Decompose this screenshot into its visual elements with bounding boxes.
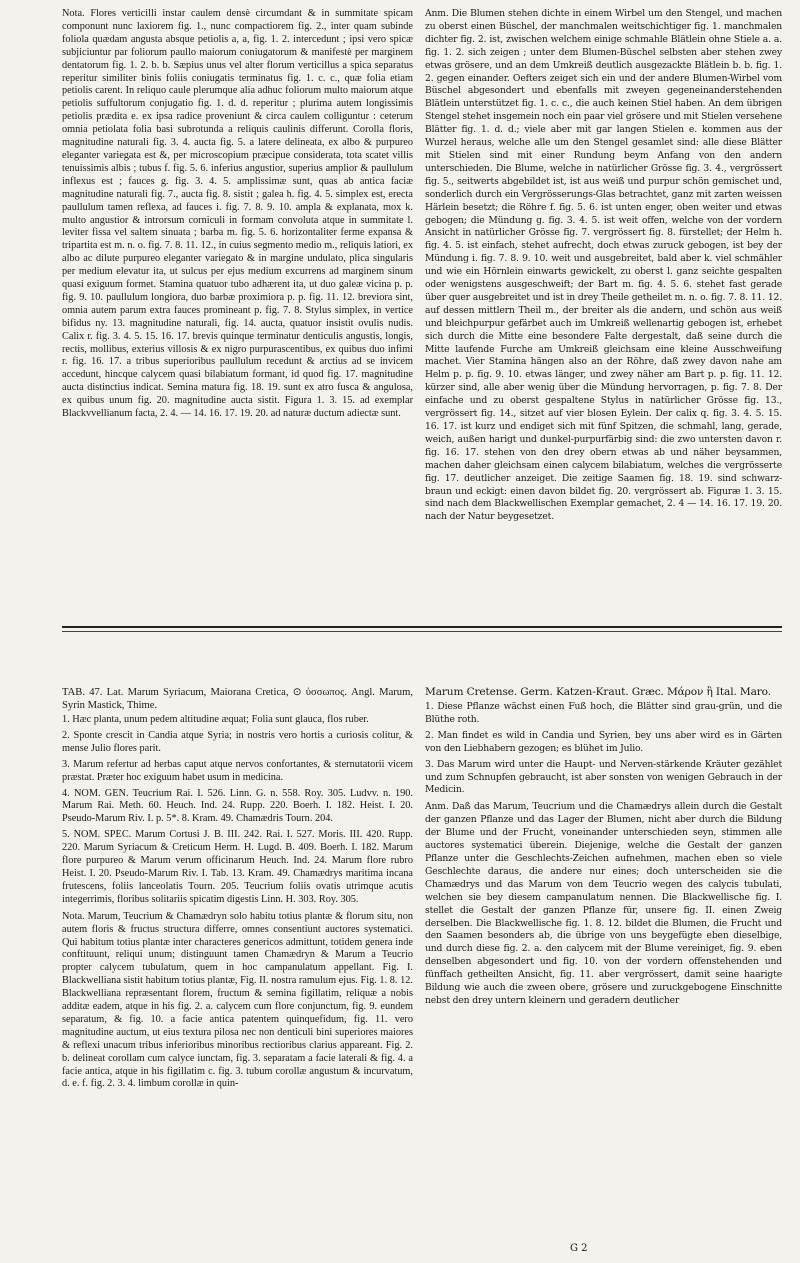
- german-item-3: 3. Das Marum wird unter die Haupt- und Nerven-stärkende Kräuter gezählet und zum Schnupfen gebraucht, ist aber sonsten von wenigen Gebrauch in der Medicin.: [425, 758, 782, 796]
- german-entry-column: [425, 686, 782, 1010]
- section-divider: [62, 626, 782, 628]
- latin-item-4: 4. NOM. GEN. Teucrium Rai. I. 526. Linn. G. n. 558. Roy. 305. Ludvv. n. 190. Marum Rai. Meth. 60. Heuch. Ind. 24. Rupp. 220. Boerh. I. 182. Heist. I. 20. Pseudo-Marum Riv. I. p. 5*. 8. Kram. 49. Chamædris Tourn. 204.: [62, 787, 413, 825]
- german-entry-note: Anm. Daß das Marum, Teucrium und die Chamædrys allein durch die Gestalt der ganzen Pflanze und das Lager der Blumen, nicht aber durch die Bildung der Blume und der Frucht, voneinander unterschieden seyn, stimmen alle auctores systematici überein. Diejenige, welche die Gestalt der ganzen Pflanze unter die Geschlechts-Zeichen aufnehmen, machen eben so viele Geschlechte daraus, die andere nur eines; doch unterscheiden sie die Chamædrys und das Marum von dem Teucrio wegen des calycis tubulati, welchen sie bey diesem campanulatum nennen. Die Blackwellische fig. I. stellet die Gestalt der ganzen Pflanze für, unsere fig. II. einen Zweig derselben. Die Blackwellische fig. 1. 8. 12. bildet die Blumen, die Frucht und den Saamen besonders ab, die übrige von uns beygefügte eben dieselbige, und durch diese fig. 2. a. den calycem mit der Blume vereiniget, fig. 9. eben denselben abgesondert und fig. 10. von der vordern offenstehenden und fünffach getheilten Ansicht, fig. 11. aber vergrössert, damit seine haarigte Bildung wie auch die zween obere, grösere und zuruckgebogene Einschnitte nebst den drey untern kleinern und geradern deutlicher: [425, 801, 782, 1006]
- german-item-1: 1. Diese Pflanze wächst einen Fuß hoch, die Blätter sind grau-grün, und die Blüthe roth.: [425, 701, 782, 725]
- section-divider-thin: [62, 631, 782, 632]
- latin-item-3: 3. Marum refertur ad herbas caput atque nervos confortantes, & sternutatorii vicem præstat. Præter hoc exiguum habet usum in medicina.: [62, 758, 413, 783]
- latin-note-column: [62, 8, 413, 423]
- signature-mark: G 2: [570, 1243, 588, 1254]
- latin-note-text: Nota. Flores verticilli instar caulem densè circumdant & in summitate spicam componunt nunc laxiorem fig. 1., nunc compactiorem fig. 2., inter quam subinde foliola quædam angusta absque petiolis a, a, fig. 1. 2. intercedunt ; ipsi vero spicæ subjiciuntur par foliorum paullo maiorum coniugatorum & manifestè per marginem dentatorum fig. 1. 2. b. b. Sæpius unus vel alter florum verticillus a spica separatus reperitur similiter binis foliis coniugatis terminatus fig. 1. c. c., quæ folia etiam petiolis carent. In reliquo caule plerumque alia adhuc foliorum multo maiorum atque petiolis suffultorum conjugatio fig. 1. d. d. reperitur ; plurima autem longissimis petiolis prædita e. ex ipsa radice proveniunt & circa caulem colliguntur : ceterum omnia petiolata folia basi subrotunda a reliquis caulinis differunt. Corolla floris, magnitudine naturali fig. 3. 4. aucta fig. 5. a latere delineata, ex albo & purpureo eleganter variegata est &, per microscopium præcipue considerata, tota scatet villis tenuissimis albis ; tubus f. fig. 5. 6. inferius angustior, superius amplior & paullulum inflexus est ; fauces g. fig. 3. 4. 5. amplissimæ sunt, quas ab antica faciæ magnitudine naturali fig. 7., aucta fig. 8. sistit ; galea h. fig. 4. 5. simplex est, erecta paullulum tamen reflexa, ad fauces i. fig. 7. 8. 9. 10. ampla & explanata, mox k. multo angustior & introrsum corniculi in formam convoluta atque in summitate l. leviter fissa vel saltem sinuata ; barba m. fig. 5. 6. horizontaliter ferme expansa & tripartita est m. n. o. fig. 7. 8. 11. 12., in cuius segmento medio m., reliquis latiori, ex albo ac dilute purpureo eleganter variegato & in margine undulato, plica singularis per medium elevatur ita, ut sulcus per ejus medium excurrens ad marginem sinum quasi exiguum formet. Stamina quatuor tubo adhærent ita, ut duo galeæ vicina p. p. fig. 9. 10. paullulum longiora, duo barbæ proximiora p. p. fig. 11. 12. breviora sint, omnia autem parum extra fauces promineant p. fig. 7. 8. Stylus simplex, in vertice bifidus ny. 13. magnitudine naturali, fig. 14. aucta, quatuor insistit ovulis nudis. Calix r. fig. 3. 4. 5. 15. 16. 17. brevis quinque terminatur denticulis angustis, longis, rectis, mollibus, exterius villosis & ex nigro purpurascentibus, ex quibus duo infimi r. fig. 16. 17. a tribus superioribus paullulum recedunt & arctius ad se invicem accedunt, hincque calycem quasi bilabiatum formant, id quod fig. 17. magnitudine aucta distinctius indicat. Semina matura fig. 18. 19. sunt ex atro fusca & angulosa, ex quibus unum fig. 20. magnitudine aucta sistit. Figura 1. 3. 15. ad exemplar Blackvvellianum facta, 2. 4. — 14. 16. 17. 19. 20. ad naturæ ductum adiectæ sunt.: [62, 8, 413, 420]
- latin-entry-column: [62, 686, 413, 1093]
- german-note-column: [425, 8, 782, 526]
- latin-item-1: 1. Hæc planta, unum pedem altitudine æquat; Folia sunt glauca, flos ruber.: [62, 714, 369, 725]
- german-item-2: 2. Man findet es wild in Candia und Syrien, bey uns aber wird es in Gärten von den Liebhabern gezogen; es blühet im Julio.: [425, 729, 782, 754]
- latin-item-2: 2. Sponte crescit in Candia atque Syria; in nostris vero hortis a curiosis colitur, & mense Julio flores parit.: [62, 729, 413, 754]
- german-note-text: Anm. Die Blumen stehen dichte in einem Wirbel um den Stengel, und machen zu oberst einen Büschel, der manchmalen weitschichtiger fig. 1. manchmalen dichter fig. 2. ist, zwischen welchem einige schmahle Blätlein ohne Stiele a. a. fig. 1. 2. sich zeigen ; unter dem Blumen-Büschel selbsten aber stehen zwey etwas grösere, und an dem Umkreiß deutlich ausgezackte Blätlein b. b. fig. 1. 2. gegen einander. Oefters zeiget sich ein und der andere Blumen-Wirbel vom Büschel abgesondert und ebenfalls mit zweyen gegeneinanderstehenden Blätlein unterstützet fig. 1. c. c., die auch keinen Stiel haben. An dem übrigen Stengel stehet insgemein noch ein paar viel grösere und mit Stielen versehene Blätter fig. 1. d. d.; viele aber mit gar langen Stielen e. kommen aus der Wurzel heraus, welche alle um den Stengel gesamlet sind: alle diese Blätter mit Stielen sind mit einer Rundung beym Anfang von den andern unterschieden. Die Blume, welche in natürlicher Grösse fig. 3. 4., vergrössert fig. 5., seitwerts abgebildet ist, ist aus weiß und purpur schön gemischet und, sonderlich durch ein Vergrösserungs-Glas betrachtet, ganz mit zarten weissen Härlein besetzt; die Röhre f. fig. 5. 6. ist unten enger, oben weiter und etwas gebogen; die Mündung g. fig. 3. 4. 5. ist weit offen, welche von der vordern Ansicht in natürlicher Grösse fig. 7. vergrössert fig. 8. fürstellet; der Helm h. fig. 4. 5. ist einfach, stehet aufrecht, doch etwas zuruck gebogen, ist bey der Mündung i. fig. 7. 8. 9. 10. weit und ausgebreitet, bald aber k. viel schmähler und wie ein Hörnlein einwarts gewickelt, zu oberst l. ganz seichte gespalten oder wenigstens ausgeschweift; der Bart m. fig. 4. 5. 6. stehet fast gerade über quer ausgebreitet und ist in drey Theile getheilet m. n. o. fig. 7. 8. 11. 12. auf dessen mittlern Theil m., der breiter als die andern, und schön aus weiß und bleichpurpur gefärbet auch im Umkreiß wellenartig gebogen ist, erhebet sich durch die Mitte eine besondere Falte dergestalt, daß seine durch die Mitte laufende Furche am Umkreiß gleichsam eine kleine Ausschweifung machet. Vier Stamina hängen also an der Röhre, daß zwey davon nahe am Helm p. p. fig. 9. 10. etwas länger, und zwey näher am Bart p. p. fig. 11. 12. kürzer sind, alle aber wenig über die Mündung hervorragen, p. fig. 7. 8. Der einfache und zu oberst gespaltene Stylus in natürlicher Grösse fig. 13., vergrössert fig. 14., sitzet auf vier blosen Eylein. Der calix q. fig. 3. 4. 5. 15. 16. 17. ist kurz und endiget sich mit fünf Spitzen, die schmahl, lang, gerade, weich, außen harigt und dunkel-purpurfärbig sind: die zwo untersten davon r. fig. 16. 17. stehen von den drey obern etwas ab und näher beysammen, machen daher gleichsam einen calycem bilabiatum, welches die vergrösserte fig. 17. deutlicher anzeiget. Die zeitige Saamen fig. 18. 19. sind schwarz-braun und eckigt: einen davon bildet fig. 20. vergrössert ab. Figuræ 1. 3. 15. sind nach dem Blackwellischen Exemplar gemachet, 2. 4 — 14. 16. 17. 19. 20. nach der Natur beygesetzet.: [425, 8, 782, 523]
- latin-entry-note: Nota. Marum, Teucrium & Chamædryn solo habitu totius plantæ & florum situ, non autem floris & fructus structura differre, omnes consentiunt auctores systematici. Qui habitum totius plantæ inter characteres genericos admittunt, totidem genera inde conftituunt, reliqui unum; distinguunt tamen Chamædryn & Marum a Teucrio propter calycem tubulatum, quem in hoc campanulatum appellant. Fig. I. Blackwelliana sistit habitum totius plantæ, Fig. II. nostra ramulum ejus. Fig. 1. 8. 12. Blackwelliana repræsentant florem, fructum & semina figillatim, reliquæ a nobis additæ eadem, atque in his fig. 2. a. calycem cum flore conjunctum, fig. 9. eundem separatum, & fig. 10. a facie antica patentem quinquefidum, fig. 11. vero magnitudine auctum, ut eius textura pilosa nec non denticuli bini superiores maiores & reflexi unacum tribus inferioribus minoribus rectioribus clarius appareant. Fig. 2. b. delineat corollam cum calyce iunctam, fig. 3. separatam a facie laterali & fig. 4. a facie antica, atque in his figillatim c. fig. 3. tubum corollæ angustum & incurvatum, d. e. f. fig. 2. 3. 4. limbum corollæ in quin-: [62, 910, 413, 1090]
- latin-entry-heading: TAB. 47. Lat. Marum Syriacum, Maiorana Cretica, ⊙ ὑσσωπος. Angl. Marum, Syrin Mastick, Thime.: [62, 687, 413, 711]
- german-entry-heading: Marum Cretense. Germ. Katzen-Kraut. Græc. Μάρον ἢ Ital. Maro.: [425, 686, 771, 698]
- latin-item-5: 5. NOM. SPEC. Marum Cortusi J. B. III. 242. Rai. I. 527. Moris. III. 420. Rupp. 220. Marum Syriacum & Creticum Herm. H. Lugd. B. 409. Boerh. I. 182. Marum flore purpureo & Marum verum officinarum Heuch. Ind. 24. Marum flore rubro Heist. I. 20. Pseudo-Marum Riv. I. Tab. 13. Kram. 49. Chamædrys maritima incana frutescens, foliis lanceolatis Tourn. 205. Teucrium foliis ovatis utrimque acutis integerrimis, floribus solitariis spicatim digestis Linn. H. 303. Roy. 305.: [62, 829, 413, 905]
